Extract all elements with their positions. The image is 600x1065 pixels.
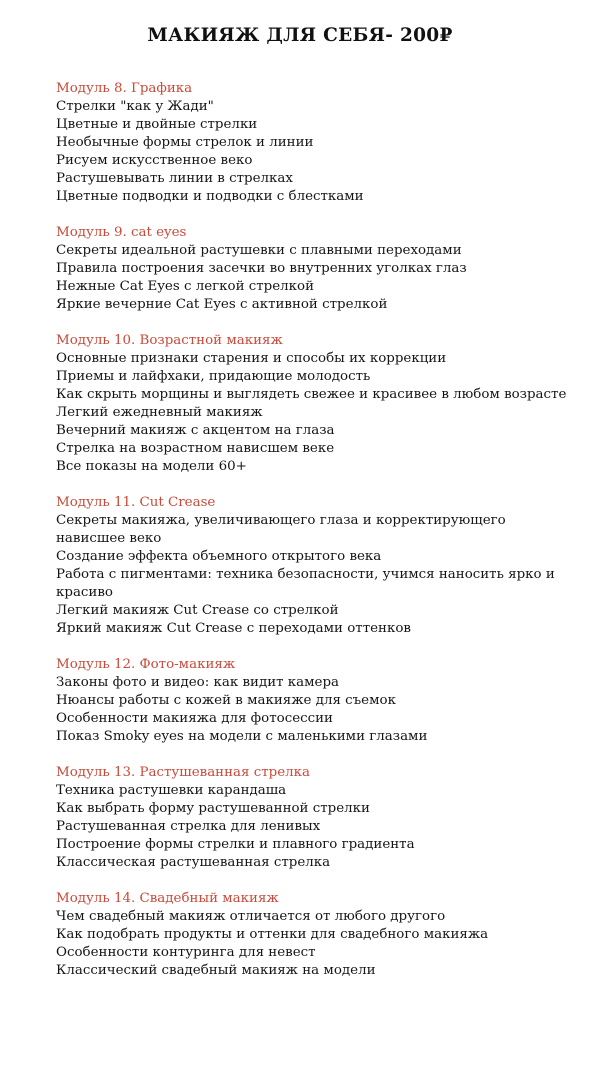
module-topic: Нежные Cat Eyes с легкой стрелкой: [56, 279, 315, 294]
module-topic: Яркий макияж Cut Crease с переходами оттенков: [56, 621, 411, 636]
module-12: [56, 656, 576, 746]
module-topics: [56, 242, 576, 314]
module-topics: [56, 908, 576, 980]
module-list-container: [56, 80, 576, 998]
module-title: Модуль 11. Cut Crease: [56, 495, 216, 510]
module-title: Модуль 14. Свадебный макияж: [56, 891, 279, 906]
module-topic: Цветные подводки и подводки с блестками: [56, 189, 364, 204]
module-title: Модуль 12. Фото-макияж: [56, 657, 236, 672]
module-topic: Приемы и лайфхаки, придающие молодость: [56, 369, 371, 384]
module-topic: Все показы на модели 60+: [56, 459, 247, 474]
module-topic: Цветные и двойные стрелки: [56, 117, 258, 132]
module-topics: [56, 782, 576, 872]
module-topic: Как выбрать форму растушеванной стрелки: [56, 801, 370, 816]
module-topic: Особенности макияжа для фотосессии: [56, 711, 333, 726]
module-topics: [56, 512, 576, 638]
module-topic: Особенности контуринга для невест: [56, 945, 316, 960]
module-topic: Законы фото и видео: как видит камера: [56, 675, 340, 690]
module-topic: Показ Smoky eyes на модели с маленькими глазами: [56, 729, 428, 744]
module-topic: Вечерний макияж с акцентом на глаза: [56, 423, 335, 438]
module-14: [56, 890, 576, 980]
module-topic: Рисуем искусственное веко: [56, 153, 253, 168]
module-title: Модуль 8. Графика: [56, 81, 193, 96]
module-topic: Чем свадебный макияж отличается от любого другого: [56, 909, 446, 924]
module-topics: [56, 674, 576, 746]
module-topic: Растушеванная стрелка для ленивых: [56, 819, 321, 834]
module-topic: Стрелки "как у Жади": [56, 99, 214, 114]
module-topic: Яркие вечерние Cat Eyes с активной стрелкой: [56, 297, 388, 312]
module-topic: Техника растушевки карандаша: [56, 783, 287, 798]
module-title: Модуль 10. Возрастной макияж: [56, 333, 283, 348]
module-topics: [56, 98, 576, 206]
module-topic: Построение формы стрелки и плавного градиента: [56, 837, 415, 852]
module-topic: Легкий ежедневный макияж: [56, 405, 263, 420]
module-topic: Создание эффекта объемного открытого века: [56, 549, 382, 564]
module-8: [56, 80, 576, 206]
module-topic: Как подобрать продукты и оттенки для свадебного макияжа: [56, 927, 489, 942]
module-topic: Основные признаки старения и способы их коррекции: [56, 351, 447, 366]
module-11: [56, 494, 576, 638]
module-topic: Как скрыть морщины и выглядеть свежее и красивее в любом возрасте: [56, 387, 567, 402]
module-title: Модуль 13. Растушеванная стрелка: [56, 765, 310, 780]
module-topic: Стрелка на возрастном нависшем веке: [56, 441, 335, 456]
module-topic: Классическая растушеванная стрелка: [56, 855, 331, 870]
module-topics: [56, 350, 576, 476]
module-9: [56, 224, 576, 314]
module-topic: Правила построения засечки во внутренних уголках глаз: [56, 261, 467, 276]
module-topic: Необычные формы стрелок и линии: [56, 135, 314, 150]
module-topic: Легкий макияж Cut Crease со стрелкой: [56, 603, 339, 618]
module-topic: Классический свадебный макияж на модели: [56, 963, 376, 978]
module-topic: Работа с пигментами: техника безопасности, учимся наносить ярко и красиво: [56, 567, 555, 600]
module-13: [56, 764, 576, 872]
module-topic: Нюансы работы с кожей в макияже для съемок: [56, 693, 396, 708]
page-title: МАКИЯЖ ДЛЯ СЕБЯ- 200₽: [147, 25, 453, 46]
module-10: [56, 332, 576, 476]
module-topic: Растушевывать линии в стрелках: [56, 171, 293, 186]
module-topic: Секреты идеальной растушевки с плавными переходами: [56, 243, 462, 258]
module-topic: Секреты макияжа, увеличивающего глаза и корректирующего нависшее веко: [56, 513, 506, 546]
module-title: Модуль 9. cat eyes: [56, 225, 187, 240]
